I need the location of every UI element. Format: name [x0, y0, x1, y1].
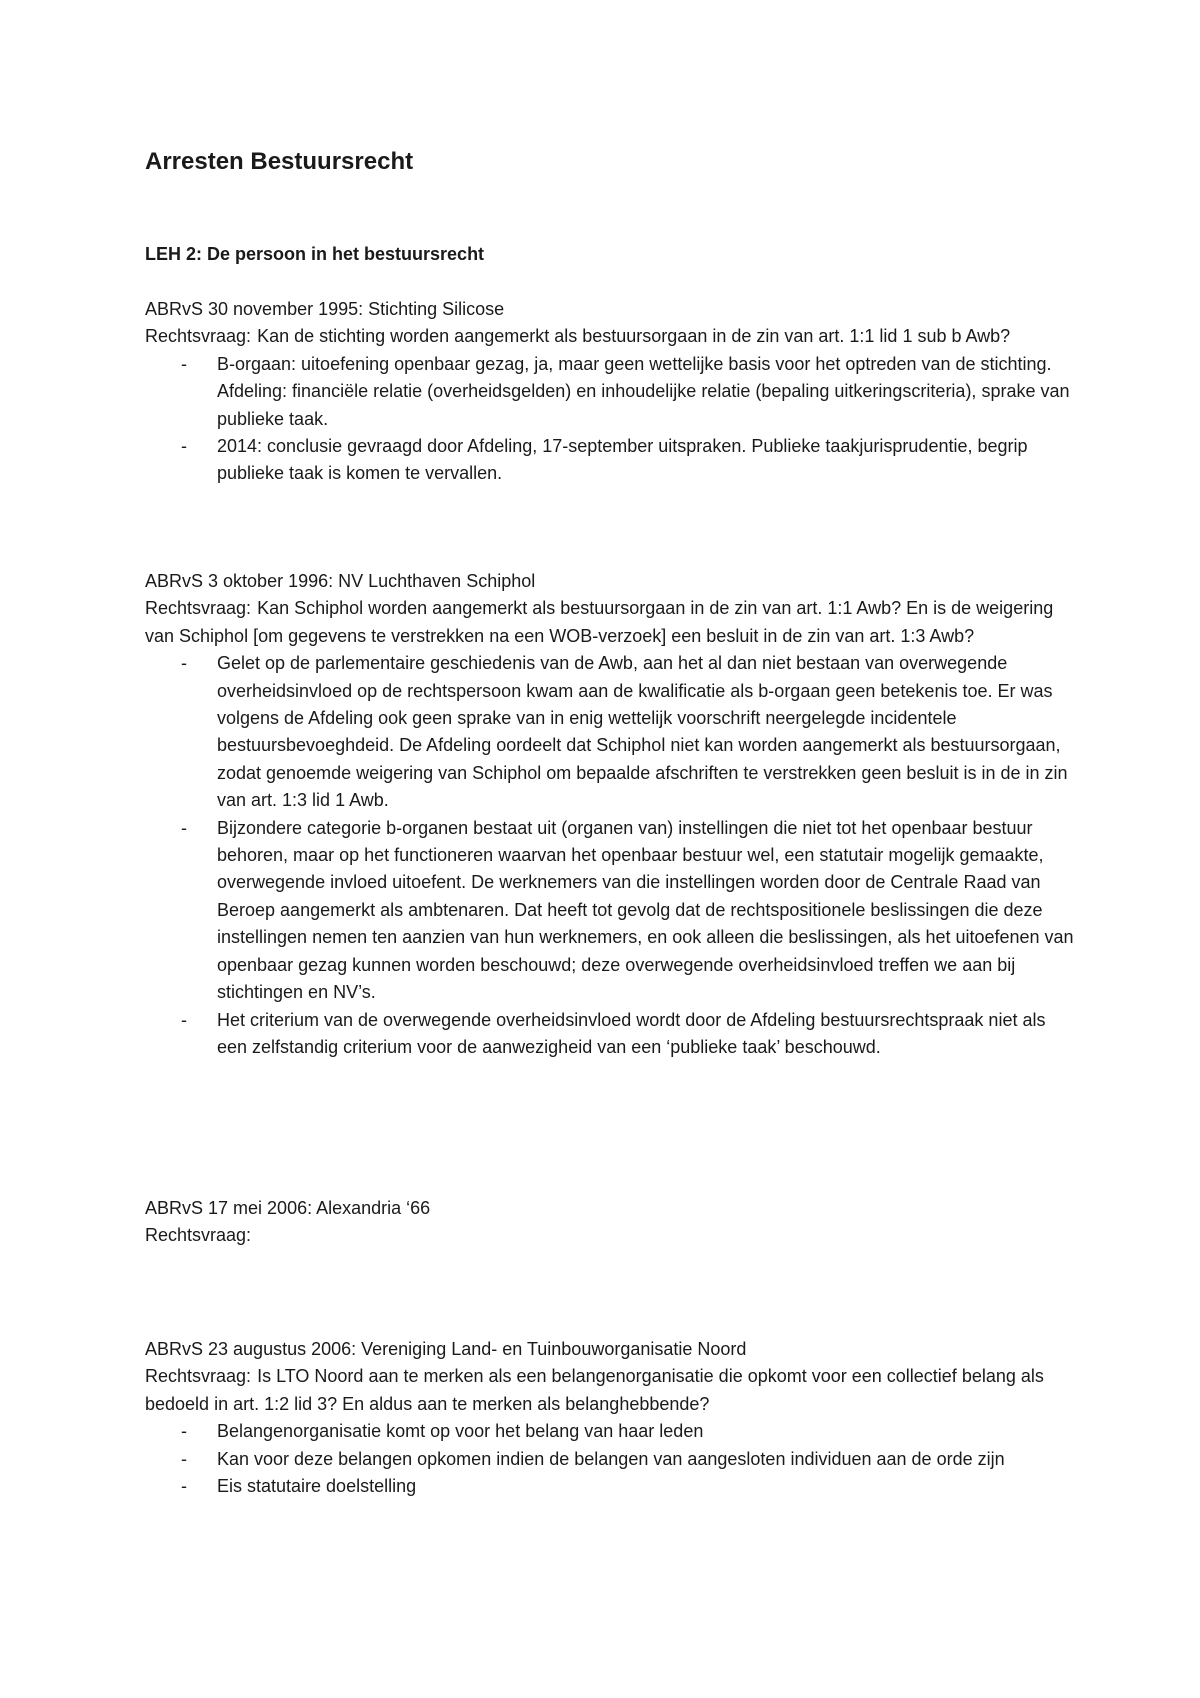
question-text: Is LTO Noord aan te merken als een belangenorganisatie die opkomt voor een collectief belang als bedoeld in art. 1:2 lid 3? En aldus aan te merken als belanghebbende?: [145, 1366, 1044, 1414]
list-item-text: Belangenorganisatie komt op voor het belang van haar leden: [217, 1421, 704, 1442]
bullet-list: [145, 1418, 1075, 1500]
bullet-list: [145, 351, 1075, 488]
list-item: [181, 1473, 1075, 1500]
case-alexandria-66: [145, 1195, 1075, 1250]
list-item: [181, 1418, 1075, 1445]
bullet-marker: -: [181, 436, 187, 457]
question-label: Rechtsvraag:: [145, 1366, 252, 1387]
case-question: [145, 1222, 1075, 1249]
list-item-text: Het criterium van de overwegende overheidsinvloed wordt door de Afdeling bestuursrechtspraak niet als een zelfstandig criterium voor de aanwezigheid van een ‘publieke taak’ beschouwd.: [217, 1009, 1046, 1057]
list-item: [181, 815, 1075, 1007]
list-item-text: Gelet op de parlementaire geschiedenis van de Awb, aan het al dan niet bestaan van overwegende overheidsinvloed op de rechtspersoon kwam aan de kwalificatie als b-orgaan geen betekenis toe. Er was volgens de Afdeling ook geen sprake van in enig wettelijk voorschrift neergelegde incidentele bestuursbevoeghdeid. De Afdeling oordeelt dat Schiphol niet kan worden aangemerkt als bestuursorgaan, zodat genoemde weigering van Schiphol om bepaalde afschriften te verstrekken geen besluit is in de in zin van art. 1:3 lid 1 Awb.: [217, 653, 1068, 811]
list-item: [181, 433, 1075, 488]
bullet-marker: -: [181, 1476, 187, 1497]
bullet-marker: -: [181, 1009, 187, 1030]
case-question: [145, 595, 1075, 650]
bullet-list: [145, 650, 1075, 1061]
list-item-text: B-orgaan: uitoefening openbaar gezag, ja, maar geen wettelijke basis voor het optreden van de stichting. Afdeling: financiële relatie (overheidsgelden) en inhoudelijke relatie (bepaling uitkeringscriteria), sprake van publieke taak.: [217, 353, 1070, 429]
list-item: [181, 1007, 1075, 1062]
case-question: [145, 1363, 1075, 1418]
document-title: Arresten Bestuursrecht: [145, 148, 414, 175]
list-item: [181, 650, 1075, 814]
case-heading: ABRvS 3 oktober 1996: NV Luchthaven Schiphol: [145, 571, 536, 591]
case-question: [145, 323, 1075, 350]
case-stichting-silicose: [145, 296, 1075, 488]
bullet-marker: -: [181, 817, 187, 838]
bullet-marker: -: [181, 1448, 187, 1469]
list-item-text: Bijzondere categorie b-organen bestaat uit (organen van) instellingen die niet tot het openbaar bestuur behoren, maar op het functioneren waarvan het openbaar bestuur wel, een statutair mogelijk gemaakte, overwegende invloed uitoefent. De werknemers van die instellingen worden door de Centrale Raad van Beroep aangemerkt als ambtenaren. Dat heeft tot gevolg dat de rechtspositionele beslissingen die deze instellingen nemen ten aanzien van hun werknemers, en ook alleen die beslissingen, als het uitoefenen van openbaar gezag kunnen worden beschouwd; deze overwegende overheidsinvloed treffen we aan bij stichtingen en NV’s.: [217, 817, 1074, 1003]
question-label: Rechtsvraag:: [145, 598, 252, 619]
bullet-marker: -: [181, 353, 187, 374]
case-heading: ABRvS 23 augustus 2006: Vereniging Land- en Tuinbouworganisatie Noord: [145, 1339, 747, 1359]
question-label: Rechtsvraag:: [145, 1225, 252, 1246]
case-lto-noord: [145, 1336, 1075, 1500]
list-item-text: Kan voor deze belangen opkomen indien de belangen van aangesloten individuen aan de orde zijn: [217, 1448, 1005, 1469]
list-item-text: 2014: conclusie gevraagd door Afdeling, 17-september uitspraken. Publieke taakjurisprudentie, begrip publieke taak is komen te vervallen.: [217, 436, 1028, 484]
bullet-marker: -: [181, 653, 187, 674]
chapter-heading: LEH 2: De persoon in het bestuursrecht: [145, 244, 485, 264]
bullet-marker: -: [181, 1421, 187, 1442]
list-item: [181, 351, 1075, 433]
case-heading: ABRvS 17 mei 2006: Alexandria ‘66: [145, 1198, 431, 1218]
question-label: Rechtsvraag:: [145, 326, 252, 347]
list-item-text: Eis statutaire doelstelling: [217, 1476, 417, 1497]
case-luchthaven-schiphol: [145, 568, 1075, 1061]
question-text: Kan Schiphol worden aangemerkt als bestuursorgaan in de zin van art. 1:1 Awb? En is de weigering van Schiphol [om gegevens te verstrekken na een WOB-verzoek] een besluit in de zin van art. 1:3 Awb?: [145, 598, 1054, 646]
question-text: Kan de stichting worden aangemerkt als bestuursorgaan in de zin van art. 1:1 lid 1 sub b Awb?: [257, 326, 1011, 347]
list-item: [181, 1446, 1075, 1473]
case-heading: ABRvS 30 november 1995: Stichting Silicose: [145, 299, 505, 319]
